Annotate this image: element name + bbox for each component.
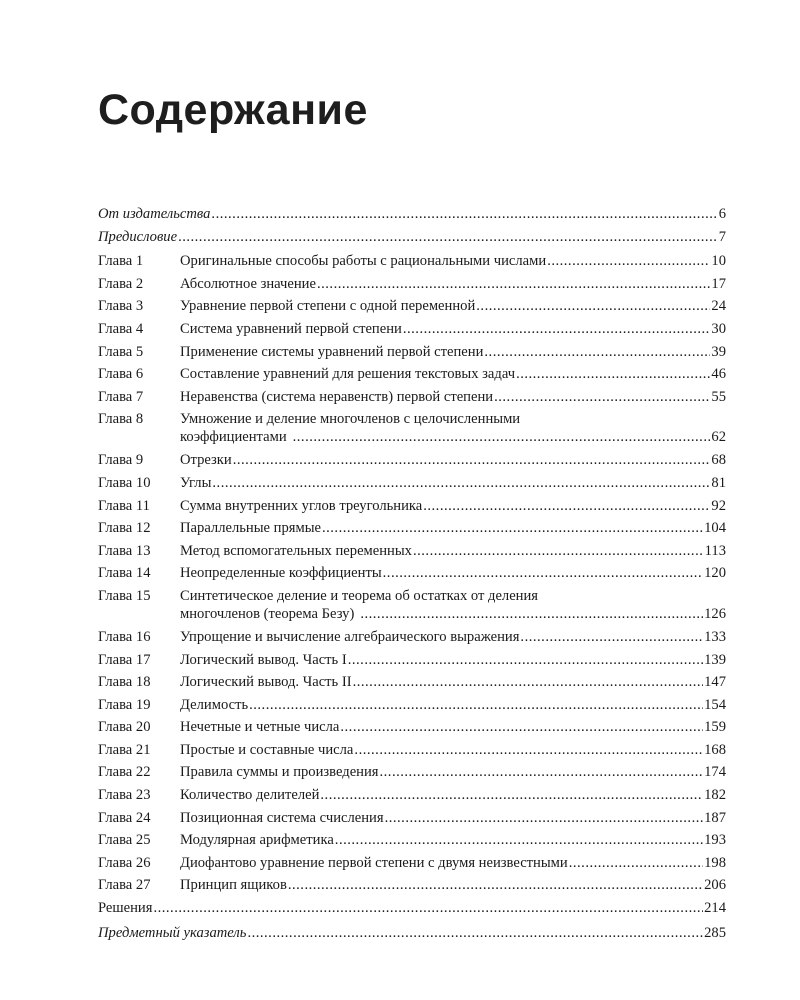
chapter-title-line2: коэффициентами <box>180 429 287 446</box>
dot-leader <box>317 273 710 296</box>
entry-page: 6 <box>718 206 726 222</box>
chapter-page: 206 <box>704 877 726 894</box>
toc-entry-publisher[interactable] <box>98 203 726 226</box>
toc-chapter-27[interactable] <box>98 874 726 897</box>
chapter-label: Глава 14 <box>98 565 151 582</box>
toc-chapter-15[interactable] <box>98 585 726 626</box>
toc-chapter-8[interactable] <box>98 408 726 449</box>
chapter-label: Глава 5 <box>98 343 144 360</box>
toc-chapter-11[interactable] <box>98 495 726 518</box>
chapter-title: Система уравнений первой степени <box>180 320 402 337</box>
chapter-title: Упрощение и вычисление алгебраического выражения <box>180 628 520 645</box>
toc-chapter-14[interactable] <box>98 562 726 585</box>
toc-chapter-19[interactable] <box>98 694 726 717</box>
chapter-title: Количество делителей <box>180 787 320 804</box>
chapter-title: Диофантово уравнение первой степени с двумя неизвестными <box>180 854 568 871</box>
table-of-contents <box>98 203 726 944</box>
chapter-page: 24 <box>711 298 726 315</box>
chapter-page: 113 <box>704 542 726 559</box>
chapter-title: Отрезки <box>180 452 232 469</box>
chapter-page: 104 <box>704 520 726 537</box>
chapter-title: Нечетные и четные числа <box>180 719 340 736</box>
dot-leader <box>212 472 710 495</box>
chapter-label: Глава 7 <box>98 388 144 405</box>
chapter-page: 182 <box>704 787 726 804</box>
chapter-title: Позиционная система счисления <box>180 809 384 826</box>
chapter-page: 187 <box>704 809 726 826</box>
chapter-page: 55 <box>711 388 726 405</box>
chapter-title: Неопределенные коэффициенты <box>180 565 382 582</box>
toc-chapter-23[interactable] <box>98 784 726 807</box>
chapter-page: 120 <box>704 565 726 582</box>
chapter-label: Глава 17 <box>98 651 151 668</box>
chapter-title-line1: Умножение и деление многочленов с целочисленными <box>180 411 521 428</box>
toc-chapter-7[interactable] <box>98 386 726 409</box>
entry-title: Предметный указатель <box>98 924 247 941</box>
entry-title: Предисловие <box>98 228 178 245</box>
chapter-label: Глава 23 <box>98 787 151 804</box>
chapter-title: Неравенства (система неравенств) первой степени <box>180 388 494 405</box>
entry-page: 7 <box>718 228 726 245</box>
chapter-label: Глава 20 <box>98 719 151 736</box>
dot-leader <box>288 874 703 897</box>
chapter-page: 159 <box>704 719 726 736</box>
dot-leader <box>547 250 710 273</box>
dot-leader <box>320 784 703 807</box>
chapter-page: 30 <box>711 320 726 337</box>
chapter-label: Глава 4 <box>98 320 144 337</box>
toc-entry-preface[interactable] <box>98 226 726 249</box>
toc-chapter-6[interactable] <box>98 363 726 386</box>
dot-leader <box>348 649 703 672</box>
dot-leader <box>380 761 704 784</box>
toc-chapter-3[interactable] <box>98 295 726 318</box>
chapter-page: 46 <box>711 366 726 383</box>
chapter-title-line1: Синтетическое деление и теорема об остатках от деления <box>180 587 539 604</box>
toc-chapter-16[interactable] <box>98 626 726 649</box>
toc-chapter-22[interactable] <box>98 761 726 784</box>
dot-leader <box>249 694 703 717</box>
dot-leader <box>413 540 704 563</box>
chapter-page: 133 <box>704 628 726 645</box>
chapter-page: 62 <box>711 429 726 446</box>
chapter-title: Абсолютное значение <box>180 275 316 292</box>
chapter-title: Модулярная арифметика <box>180 832 334 849</box>
toc-chapter-9[interactable] <box>98 449 726 472</box>
toc-entry-solutions[interactable] <box>98 897 726 920</box>
chapter-label: Глава 8 <box>98 411 144 428</box>
chapter-title: Правила суммы и произведения <box>180 764 379 781</box>
chapter-page: 126 <box>704 605 726 622</box>
toc-chapter-12[interactable] <box>98 517 726 540</box>
chapter-label: Глава 24 <box>98 809 151 826</box>
chapter-label: Глава 13 <box>98 542 151 559</box>
chapter-page: 81 <box>711 474 726 491</box>
dot-leader <box>353 671 704 694</box>
chapter-label: Глава 10 <box>98 474 151 491</box>
dot-leader <box>403 318 711 341</box>
chapter-title: Метод вспомогательных переменных <box>180 542 412 559</box>
page-title: Содержание <box>98 86 368 134</box>
chapter-page: 154 <box>704 696 726 713</box>
dot-leader <box>178 226 718 249</box>
dot-leader <box>293 428 711 446</box>
chapter-label: Глава 11 <box>98 497 150 514</box>
chapter-label: Глава 16 <box>98 628 151 645</box>
chapter-title-line2: многочленов (теорема Безу) <box>180 605 355 622</box>
toc-chapter-24[interactable] <box>98 807 726 830</box>
toc-chapter-5[interactable] <box>98 341 726 364</box>
dot-leader <box>340 716 703 739</box>
chapter-label: Глава 12 <box>98 520 151 537</box>
toc-chapter-4[interactable] <box>98 318 726 341</box>
toc-chapter-20[interactable] <box>98 716 726 739</box>
chapter-label: Глава 2 <box>98 275 144 292</box>
dot-leader <box>354 739 703 762</box>
chapter-page: 168 <box>704 741 726 758</box>
toc-chapter-13[interactable] <box>98 540 726 563</box>
chapter-title: Составление уравнений для решения текстовых задач <box>180 366 516 383</box>
dot-leader <box>247 922 703 945</box>
toc-chapter-26[interactable] <box>98 852 726 875</box>
chapter-title: Делимость <box>180 696 249 713</box>
dot-leader <box>476 295 710 318</box>
entry-title: Решения <box>98 900 153 917</box>
chapter-page: 147 <box>704 674 726 691</box>
chapter-title: Логический вывод. Часть II <box>180 674 352 691</box>
dot-leader <box>423 495 710 518</box>
toc-chapter-1[interactable] <box>98 250 726 273</box>
dot-leader <box>494 386 710 409</box>
dot-leader <box>360 605 703 623</box>
toc-chapter-17[interactable] <box>98 649 726 672</box>
chapter-page: 193 <box>704 832 726 849</box>
dot-leader <box>569 852 703 875</box>
chapter-title: Логический вывод. Часть I <box>180 651 347 668</box>
chapter-label: Глава 1 <box>98 253 144 270</box>
toc-entry-index[interactable] <box>98 922 726 945</box>
entry-title: От издательства <box>98 206 211 222</box>
chapter-label: Глава 22 <box>98 764 151 781</box>
chapter-page: 174 <box>704 764 726 781</box>
dot-leader <box>520 626 703 649</box>
chapter-title: Оригинальные способы работы с рациональными числами <box>180 253 547 270</box>
chapter-title: Сумма внутренних углов треугольника <box>180 497 423 514</box>
dot-leader <box>484 341 710 364</box>
chapter-label: Глава 6 <box>98 366 144 383</box>
chapter-label: Глава 27 <box>98 877 151 894</box>
chapter-page: 198 <box>704 854 726 871</box>
toc-chapter-18[interactable] <box>98 671 726 694</box>
chapter-title: Уравнение первой степени с одной переменной <box>180 298 476 315</box>
chapter-title: Применение системы уравнений первой степени <box>180 343 484 360</box>
chapter-label: Глава 21 <box>98 741 151 758</box>
dot-leader <box>211 203 717 226</box>
dot-leader <box>385 807 704 830</box>
entry-page: 285 <box>704 924 726 941</box>
dot-leader <box>516 363 710 386</box>
chapter-title: Параллельные прямые <box>180 520 321 537</box>
dot-leader <box>335 829 703 852</box>
chapter-label: Глава 15 <box>98 587 151 604</box>
chapter-page: 92 <box>711 497 726 514</box>
chapter-title: Углы <box>180 474 212 491</box>
chapter-label: Глава 26 <box>98 854 151 871</box>
chapter-label: Глава 9 <box>98 452 144 469</box>
chapter-page: 17 <box>711 275 726 292</box>
entry-page: 214 <box>704 900 726 917</box>
chapter-page: 10 <box>711 253 726 270</box>
dot-leader <box>153 897 703 920</box>
dot-leader <box>383 562 703 585</box>
chapter-page: 139 <box>704 651 726 668</box>
toc-chapter-25[interactable] <box>98 829 726 852</box>
toc-chapter-21[interactable] <box>98 739 726 762</box>
toc-chapter-10[interactable] <box>98 472 726 495</box>
chapter-page: 39 <box>711 343 726 360</box>
dot-leader <box>233 449 711 472</box>
chapter-label: Глава 18 <box>98 674 151 691</box>
chapter-label: Глава 25 <box>98 832 151 849</box>
chapter-title: Принцип ящиков <box>180 877 287 894</box>
chapter-label: Глава 3 <box>98 298 144 315</box>
chapter-page: 68 <box>711 452 726 469</box>
chapter-label: Глава 19 <box>98 696 151 713</box>
dot-leader <box>322 517 703 540</box>
chapter-title: Простые и составные числа <box>180 741 354 758</box>
toc-chapter-2[interactable] <box>98 273 726 296</box>
